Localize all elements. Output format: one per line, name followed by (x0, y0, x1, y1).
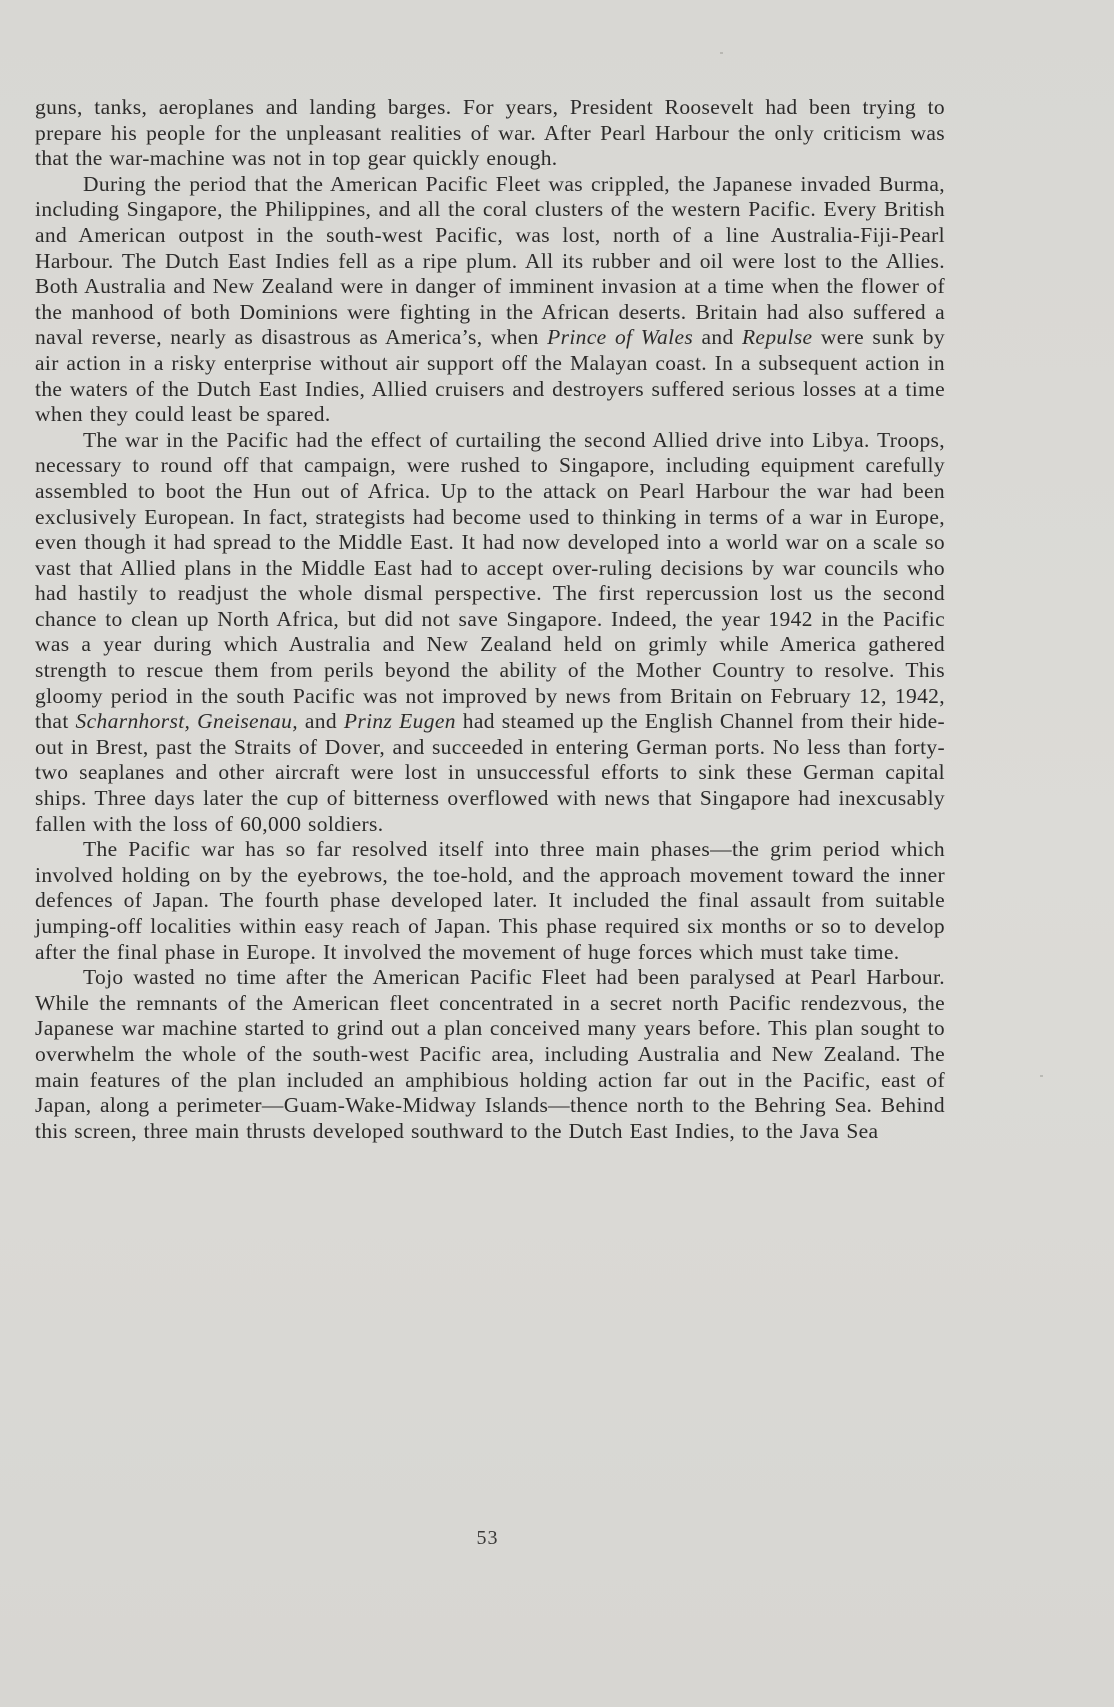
italic-title: Scharnhorst, Gneisenau, (75, 709, 298, 734)
page-number: 53 (476, 1527, 499, 1549)
text-run: Tojo wasted no time after the American Pacific Fleet had been paralysed at Pearl Harbour. While the remnants of the American fleet concentrated in a secret north Pacific rendezvous, the Japanese war machine started to grind out a plan conceived many years before. This plan sought to overwhelm the whole of the south-west Pacific area, including Australia and New Zealand. The main features of the plan included an amphibious holding action far out in the Pacific, east of Japan, along a perimeter—Guam-Wake-Midway Islands—thence north to the Behring Sea. Behind this screen, three main thrusts developed southward to the Dutch East Indies, to the Java Sea (35, 965, 945, 1143)
paragraph-5 (35, 965, 945, 1144)
paragraph-3 (35, 428, 945, 838)
italic-title: Prinz Eugen (343, 709, 456, 734)
text-run: had steamed up the English Channel from their hide-out in Brest, past the Straits of Dover, and succeeded in entering German ports. No less than forty-two seaplanes and other aircraft were lost in unsuccessful efforts to sink these German capital ships. Three days later the cup of bitterness overflowed with news that Singapore had inexcusably fallen with the loss of 60,000 soldiers. (35, 709, 945, 836)
paragraph-1 (35, 95, 945, 172)
text-run: were sunk by air action in a risky enterprise without air support off the Malayan coast. In a subsequent action in the waters of the Dutch East Indies, Allied cruisers and destroyers suffered serious losses at a time when they could least be spared. (35, 325, 945, 427)
text-run: The war in the Pacific had the effect of curtailing the second Allied drive into Libya. Troops, necessary to round off that campaign, were rushed to Singapore, including equipment carefully assembled to boot the Hun out of Africa. Up to the attack on Pearl Harbour the war had been exclusively European. In fact, strategists had become used to thinking in terms of a war in Europe, even though it had spread to the Middle East. It had now developed into a world war on a scale so vast that Allied plans in the Middle East had to accept over-ruling decisions by war councils who had hastily to readjust the whole dismal perspective. The first repercussion lost us the second chance to clean up North Africa, but did not save Singapore. Indeed, the year 1942 in the Pacific was a year during which Australia and New Zealand held on grimly while America gathered strength to rescue them from perils beyond the ability of the Mother Country to resolve. This gloomy period in the south Pacific was not improved by news from Britain on February 12, 1942, that (35, 427, 945, 734)
text-run: During the period that the American Pacific Fleet was crippled, the Japanese invaded Burma, including Singapore, the Philippines, and all the coral clusters of the western Pacific. Every British and American outpost in the south-west Pacific, was lost, north of a line Australia-Fiji-Pearl Harbour. The Dutch East Indies fell as a ripe plum. All its rubber and oil were lost to the Allies. Both Australia and New Zealand were in danger of imminent invasion at a time when the flower of the manhood of both Dominions were fighting in the African deserts. Britain had also suffered a naval reverse, nearly as disastrous as America’s, when (35, 171, 945, 350)
body-text (35, 95, 945, 1144)
paragraph-4 (35, 837, 945, 965)
text-run: guns, tanks, aeroplanes and landing barges. For years, President Roosevelt had been trying to prepare his people for the unpleasant realities of war. After Pearl Harbour the only criticism was that the war-machine was not in top gear quickly enough. (35, 95, 945, 171)
italic-title: Repulse (741, 325, 813, 350)
paper-speck (1040, 1075, 1043, 1077)
italic-title: Prince of Wales (547, 325, 694, 350)
text-run: and (297, 709, 344, 734)
text-run: The Pacific war has so far resolved itself into three main phases—the grim period which involved holding on by the eyebrows, the toe-hold, and the approach movement toward the inner defences of Japan. The fourth phase developed later. It included the final assault from suitable jumping-off localities within easy reach of Japan. This phase required six months or so to develop after the final phase in Europe. It involved the movement of huge forces which must take time. (35, 837, 945, 964)
text-run: and (693, 325, 742, 350)
paper-speck (720, 52, 723, 54)
paragraph-2 (35, 172, 945, 428)
